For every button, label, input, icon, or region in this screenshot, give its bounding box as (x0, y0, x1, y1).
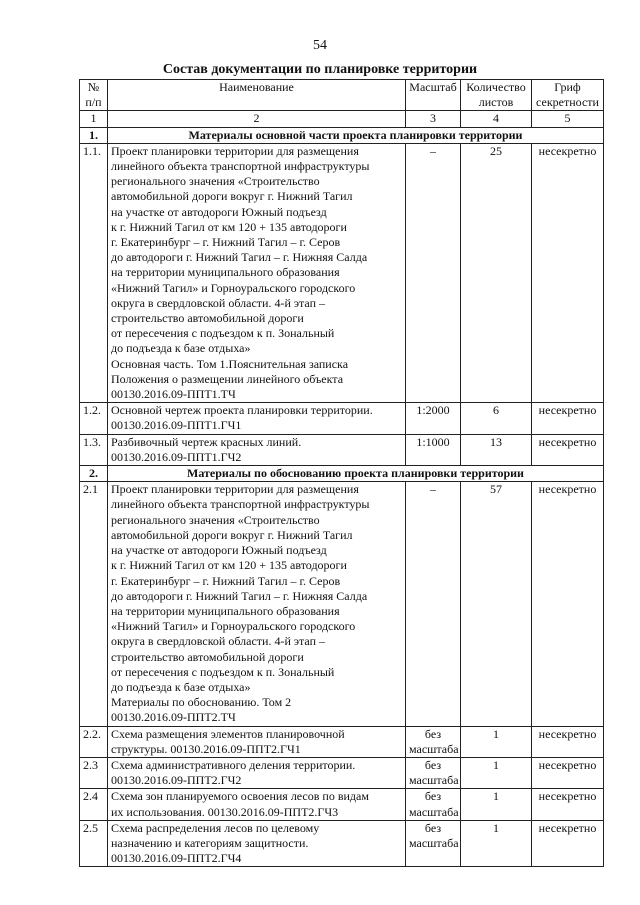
header-num (80, 80, 108, 111)
item-name-line: г. Екатеринбург – г. Нижний Тагил – г. Серов (111, 573, 341, 588)
item-scale: – (406, 482, 461, 726)
item-number: 1.2. (80, 403, 108, 434)
item-name (108, 482, 406, 726)
header-secrecy (532, 80, 604, 111)
item-scale: 1:2000 (406, 403, 461, 434)
item-scale-line: масштаба (409, 804, 459, 819)
table-row (80, 789, 604, 820)
item-name (108, 143, 406, 402)
item-name (108, 757, 406, 788)
item-secrecy: несекретно (532, 143, 604, 402)
item-name-line: 00130.2016.09-ППТ2.ТЧ (111, 710, 236, 725)
item-name-line: Схема размещения элементов планировочной (111, 726, 345, 741)
header-scale: Масштаб (406, 80, 461, 111)
item-name-line: до автодороги г. Нижний Тагил – г. Нижняя Салда (111, 250, 368, 265)
section-title: Материалы по обоснованию проекта планировки территории (108, 466, 604, 482)
item-name-line: «Нижний Тагил» и Горноуральского городского (111, 619, 356, 634)
document-title: Состав документации по планировке территории (162, 62, 478, 77)
column-number-3: 3 (406, 111, 461, 127)
item-name-line: до подъезда к базе отдыха» (111, 341, 251, 356)
page-number: 54 (313, 38, 327, 53)
item-name-line: линейного объекта транспортной инфраструктуры (111, 159, 370, 174)
item-number: 2.1 (80, 482, 108, 726)
item-scale-line: масштаба (409, 741, 459, 756)
item-scale (406, 820, 461, 867)
section-row (80, 127, 604, 143)
item-name-line: на участке от автодороги Южный подъезд (111, 543, 327, 558)
item-name-line: Схема распределения лесов по целевому (111, 820, 320, 835)
item-number: 2.3 (80, 757, 108, 788)
section-title: Материалы основной части проекта планировки территории (108, 127, 604, 143)
item-name-line: на территории муниципального образования (111, 265, 340, 280)
item-secrecy: несекретно (532, 757, 604, 788)
item-sheet-count: 6 (461, 403, 532, 434)
header-count (461, 80, 532, 111)
table-row (80, 143, 604, 402)
item-name-line: Основная часть. Том 1.Пояснительная записка (111, 356, 349, 371)
column-number-5: 5 (532, 111, 604, 127)
item-number: 1.1. (80, 143, 108, 402)
header-secrecy-line-2: секретности (536, 95, 599, 110)
section-row (80, 466, 604, 482)
item-scale (406, 757, 461, 788)
item-scale-line: без (424, 820, 442, 835)
item-name-line: структуры. 00130.2016.09-ППТ2.ГЧ1 (111, 741, 301, 756)
item-number: 2.5 (80, 820, 108, 867)
item-name-line: строительство автомобильной дороги (111, 311, 304, 326)
header-count-line-1: Количество (466, 80, 526, 94)
item-name-line: 00130.2016.09-ППТ2.ГЧ2 (111, 773, 242, 788)
item-sheet-count: 57 (461, 482, 532, 726)
item-secrecy: несекретно (532, 434, 604, 465)
item-secrecy: несекретно (532, 820, 604, 867)
item-sheet-count: 1 (461, 789, 532, 820)
item-name-line: регионального значения «Строительство (111, 512, 320, 527)
item-name-line: Основной чертеж проекта планировки территории. (111, 403, 373, 418)
item-name-line: на территории муниципального образования (111, 603, 340, 618)
item-name-line: Проект планировки территории для размещения (111, 143, 359, 158)
item-name-line: Схема административного деления территории. (111, 757, 356, 772)
item-name-line: «Нижний Тагил» и Горноуральского городского (111, 280, 356, 295)
header-num-line-1: № (87, 80, 100, 94)
header-name: Наименование (108, 80, 406, 111)
item-secrecy: несекретно (532, 403, 604, 434)
documentation-table (79, 79, 604, 867)
item-number: 1.3. (80, 434, 108, 465)
item-name-line: их использования. 00130.2016.09-ППТ2.ГЧ3 (111, 804, 339, 819)
item-name-line: Разбивочный чертеж красных линий. (111, 434, 302, 449)
item-name-line: 00130.2016.09-ППТ1.ТЧ (111, 387, 236, 402)
item-name (108, 434, 406, 465)
item-scale (406, 726, 461, 757)
item-name-line: к г. Нижний Тагил от км 120 + 135 автодороги (111, 219, 347, 234)
item-scale-line: без (424, 726, 442, 741)
item-name-line: Положения о размещении линейного объекта (111, 371, 344, 386)
table-header-row (80, 80, 604, 111)
table-row (80, 403, 604, 434)
item-name-line: автомобильной дороги вокруг г. Нижний Тагил (111, 527, 353, 542)
column-number-2: 2 (108, 111, 406, 127)
item-name (108, 820, 406, 867)
item-name-line: назначению и категориям защитности. (111, 835, 309, 850)
table-row (80, 726, 604, 757)
item-number: 2.4 (80, 789, 108, 820)
item-name (108, 403, 406, 434)
item-scale-line: без (424, 789, 442, 804)
item-scale (406, 789, 461, 820)
item-sheet-count: 1 (461, 820, 532, 867)
column-number-4: 4 (461, 111, 532, 127)
item-name-line: до подъезда к базе отдыха» (111, 679, 251, 694)
item-name-line: линейного объекта транспортной инфраструктуры (111, 497, 370, 512)
item-scale-line: без (424, 757, 442, 772)
table-row (80, 482, 604, 726)
item-name-line: регионального значения «Строительство (111, 174, 320, 189)
item-scale: – (406, 143, 461, 402)
item-name-line: от пересечения с подъездом к п. Зональный (111, 664, 335, 679)
item-name-line: 00130.2016.09-ППТ2.ГЧ4 (111, 851, 242, 866)
item-name (108, 726, 406, 757)
item-scale-line: масштаба (409, 773, 459, 788)
item-name-line: округа в свердловской области. 4-й этап – (111, 634, 325, 649)
section-number: 2. (80, 466, 108, 482)
header-num-line-2: п/п (85, 95, 102, 110)
item-name-line: от пересечения с подъездом к п. Зональный (111, 326, 335, 341)
item-name-line: 00130.2016.09-ППТ1.ГЧ2 (111, 449, 242, 464)
item-name-line: на участке от автодороги Южный подъезд (111, 204, 327, 219)
table-row (80, 757, 604, 788)
header-secrecy-line-1: Гриф (554, 80, 581, 94)
header-count-line-2: листов (478, 95, 514, 110)
item-name-line: строительство автомобильной дороги (111, 649, 304, 664)
item-scale-line: масштаба (409, 835, 459, 850)
item-sheet-count: 25 (461, 143, 532, 402)
item-sheet-count: 1 (461, 726, 532, 757)
item-number: 2.2. (80, 726, 108, 757)
item-secrecy: несекретно (532, 726, 604, 757)
item-name-line: округа в свердловской области. 4-й этап – (111, 295, 325, 310)
column-number-row (80, 111, 604, 127)
item-secrecy: несекретно (532, 482, 604, 726)
table-row (80, 820, 604, 867)
item-name-line: до автодороги г. Нижний Тагил – г. Нижняя Салда (111, 588, 368, 603)
item-sheet-count: 13 (461, 434, 532, 465)
item-name-line: Материалы по обоснованию. Том 2 (111, 695, 292, 710)
item-sheet-count: 1 (461, 757, 532, 788)
item-scale: 1:1000 (406, 434, 461, 465)
item-name-line: автомобильной дороги вокруг г. Нижний Тагил (111, 189, 353, 204)
item-name-line: Проект планировки территории для размещения (111, 482, 359, 497)
item-name-line: г. Екатеринбург – г. Нижний Тагил – г. Серов (111, 235, 341, 250)
item-name-line: 00130.2016.09-ППТ1.ГЧ1 (111, 418, 242, 433)
column-number-1: 1 (80, 111, 108, 127)
item-secrecy: несекретно (532, 789, 604, 820)
section-number: 1. (80, 127, 108, 143)
item-name-line: к г. Нижний Тагил от км 120 + 135 автодороги (111, 558, 347, 573)
table-row (80, 434, 604, 465)
item-name-line: Схема зон планируемого освоения лесов по видам (111, 789, 369, 804)
item-name (108, 789, 406, 820)
